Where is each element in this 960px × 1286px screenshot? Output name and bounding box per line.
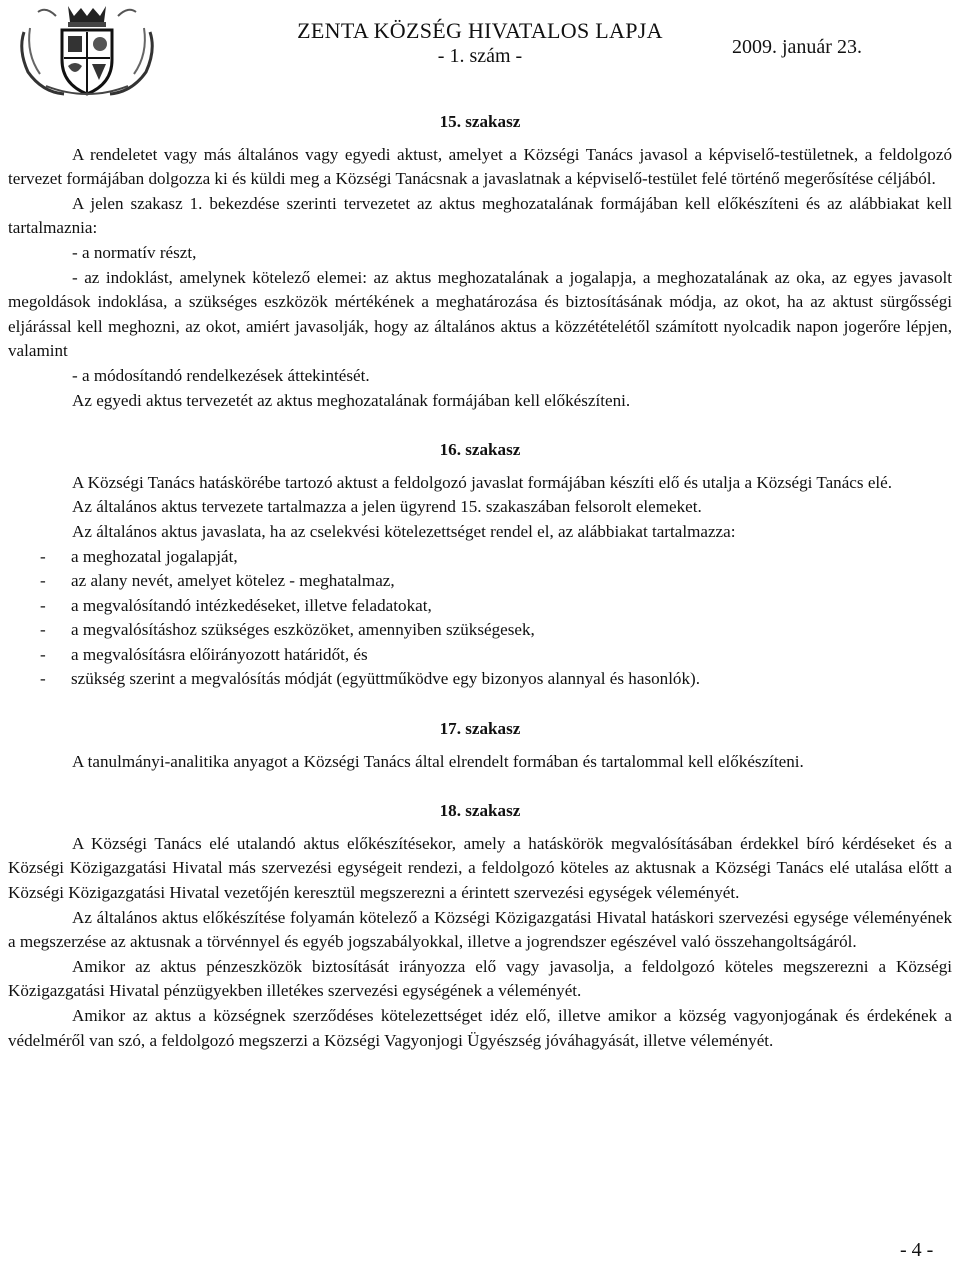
section-16-paragraph-3: Az általános aktus javaslata, ha az cselekvési kötelezettséget rendel el, az alábbiakat tartalmazza:	[72, 521, 736, 541]
section-16-paragraph-2: Az általános aktus tervezete tartalmazza a jelen ügyrend 15. szakaszában felsorolt elemeket.	[72, 497, 702, 517]
section-17-heading: 17. szakasz	[439, 719, 521, 739]
list-dash: -	[40, 669, 46, 689]
list-item-text: a meghozatal jogalapját,	[71, 546, 238, 566]
list-item-text: a megvalósításhoz szükséges eszközöket, amennyiben szükségesek,	[71, 620, 535, 640]
section-18-paragraph-2: Az általános aktus előkészítése folyamán kötelező a Községi Közigazgatási Hivatal hatáskori szervezési egysége véleményének a megszerzése az aktusnak a törvénnyel és egyéb jogszabályokkal, illetve a jogrendszer egészével való összehangoltságáról.	[8, 907, 952, 952]
section-15-list-item-3: - a módosítandó rendelkezések áttekintését.	[72, 365, 370, 385]
list-item	[8, 569, 952, 594]
issue-number: - 1. szám -	[437, 45, 523, 67]
section-15-paragraph-2: A jelen szakasz 1. bekezdése szerinti tervezetet az aktus meghozatalának formájában kell előkészíteni és az alábbiakat kell tartalmaznia:	[8, 193, 952, 238]
publication-title: ZENTA KÖZSÉG HIVATALOS LAPJA	[297, 18, 663, 43]
list-item-text: az alany nevét, amelyet kötelez - meghatalmaz,	[71, 571, 395, 591]
section-15-paragraph-3: Az egyedi aktus tervezetét az aktus meghozatalának formájában kell előkészíteni.	[72, 390, 631, 410]
section-18-paragraph-4: Amikor az aktus a községnek szerződéses kötelezettséget idéz elő, illetve amikor a község vagyonjogának és érdekének a védelméről van szó, a feldolgozó megszerzi a Községi Vagyonjogi Ügyészség jóváhagyását, illetve véleményét.	[8, 1006, 952, 1050]
list-dash: -	[40, 620, 46, 640]
list-dash: -	[40, 571, 46, 591]
list-item-text: a megvalósításra előirányozott határidőt, és	[71, 644, 368, 664]
section-15-list-item-2: - az indoklást, amelynek kötelező elemei: az aktus meghozatalának a jogalapja, a meghozatalának az oka, az egyes javasolt megoldások indoklása, a szükséges eszközök mértékének a meghatározása és biztosításának módja, az okot, ha az aktust sürgősségi eljárással kell meghozni, az okot, amiért javasolják, hogy az általános aktus a közzétételétől számított nyolcadik napon jogerőre lépjen, valamint	[8, 267, 952, 361]
section-15-heading: 15. szakasz	[439, 112, 521, 131]
publication-date: 2009. január 23.	[732, 36, 862, 58]
list-dash: -	[40, 595, 46, 615]
list-item	[8, 643, 952, 668]
document-body	[8, 110, 952, 1053]
list-item	[8, 545, 952, 570]
list-item	[8, 667, 952, 692]
list-dash: -	[40, 644, 46, 664]
section-18-paragraph-3: Amikor az aktus pénzeszközök biztosítását irányozza elő vagy javasolja, a feldolgozó köteles megszerezni a Községi Közigazgatási Hivatal pénzügyekben illetékes szervezési egységének a véleményét.	[8, 956, 952, 1001]
list-item	[8, 594, 952, 619]
list-item-text: szükség szerint a megvalósítás módját (együttműködve egy bizonyos alannyal és hasonlók).	[71, 669, 700, 689]
section-15-list-item-1: - a normatív részt,	[72, 242, 197, 262]
section-17-paragraph-1: A tanulmányi-analitika anyagot a Községi Tanács által elrendelt formában és tartalommal kell előkészíteni.	[72, 751, 804, 771]
page-header	[0, 0, 960, 100]
section-16-paragraph-1: A Községi Tanács hatáskörébe tartozó aktust a feldolgozó javaslat formájában készíti elő és utalja a Községi Tanács elé.	[72, 472, 893, 492]
list-item	[8, 618, 952, 643]
list-item-text: a megvalósítandó intézkedéseket, illetve feladatokat,	[71, 595, 432, 615]
list-dash: -	[40, 546, 46, 566]
section-18-heading: 18. szakasz	[439, 801, 521, 821]
page-number: - 4 -	[900, 1239, 934, 1261]
section-16-heading: 16. szakasz	[439, 440, 521, 460]
section-15-paragraph-1: A rendeletet vagy más általános vagy egyedi aktust, amelyet a Községi Tanács javasol a képviselő-testületnek, a feldolgozó tervezet formájában dolgozza ki és küldi meg a Községi Tanácsnak a javaslatnak a képviselő-testület felé történő megerősítése céljából.	[8, 144, 952, 189]
section-18-paragraph-1: A Községi Tanács elé utalandó aktus előkészítésekor, amely a hatáskörök megvalósításában érdekkel bíró kérdéseket és a Községi Közigazgatási Hivatal más szervezési egységeit rendezi, a feldolgozó köteles az aktusnak a Községi Tanács elé utalása előtt a Községi Közigazgatási Hivatal vezetőjén keresztül megszerezni a érintett szervezési egységek véleményét.	[8, 833, 952, 903]
